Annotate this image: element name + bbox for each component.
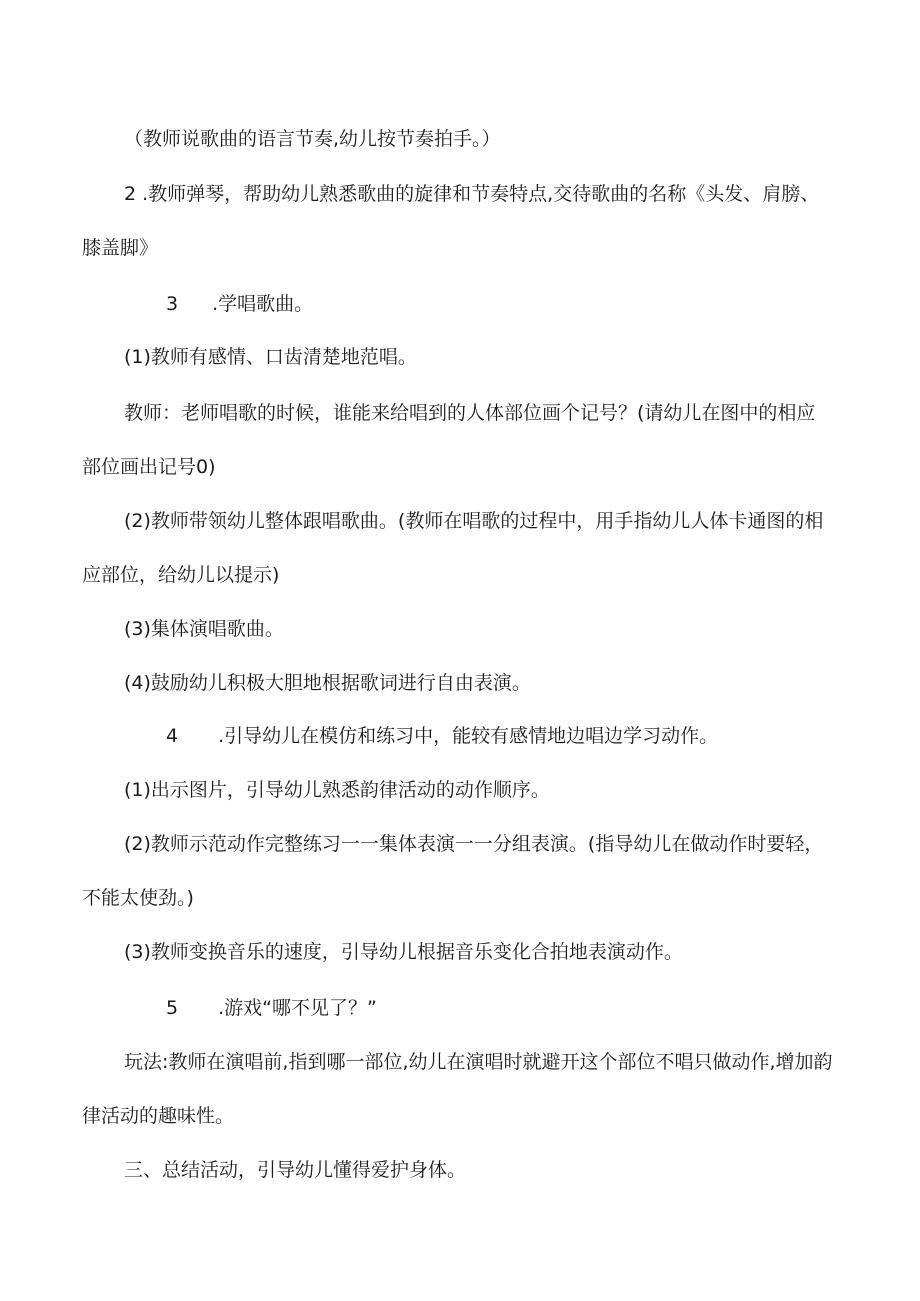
- paragraph-clap-rhythm: （教师说歌曲的语言节奏,幼儿按节奏拍手。）: [124, 128, 501, 150]
- paragraph-sub-2: (2)教师带领幼儿整体跟唱歌曲。(教师在唱歌的过程中，用手指幼儿人体卡通图的相应部位，给幼儿以提示): [82, 510, 824, 586]
- paragraph-game-rules: 玩法:教师在演唱前,指到哪一部位,幼儿在演唱时就避开这个部位不唱只做动作,增加韵律活动的趣味性。: [82, 1051, 833, 1127]
- step-text: .游戏“哪不见了？”: [218, 997, 377, 1019]
- step-number: 3: [166, 293, 179, 315]
- paragraph-step-5: [82, 981, 834, 1035]
- paragraph-teacher-question: 教师：老师唱歌的时候，谁能来给唱到的人体部位画个记号？(请幼儿在图中的相应部位画出记号0): [82, 402, 816, 478]
- paragraph-change-tempo: (3)教师变换音乐的速度，引导幼儿根据音乐变化合拍地表演动作。: [124, 941, 683, 963]
- step-number: 4: [166, 725, 179, 747]
- paragraph-sub-1: (1)教师有感情、口齿清楚地范唱。: [124, 346, 417, 368]
- step-text: .学唱歌曲。: [212, 293, 314, 315]
- paragraph-summary: 三、总结活动，引导幼儿懂得爱护身体。: [124, 1159, 467, 1181]
- paragraph-sub-4: (4)鼓励幼儿积极大胆地根据歌词进行自由表演。: [124, 672, 531, 694]
- paragraph-demonstrate: (2)教师示范动作完整练习一一集体表演一一分组表演。(指导幼儿在做动作时要轻，不能太使劲。): [82, 833, 824, 909]
- step-number: 5: [166, 997, 179, 1019]
- paragraph-show-pictures: (1)出示图片，引导幼儿熟悉韵律活动的动作顺序。: [124, 779, 550, 801]
- paragraph-step-4: [82, 709, 834, 763]
- step-text: .引导幼儿在模仿和练习中，能较有感情地边唱边学习动作。: [218, 725, 719, 747]
- paragraph-sub-3: (3)集体演唱歌曲。: [124, 618, 284, 640]
- paragraph-step-3: [82, 277, 834, 331]
- paragraph-step-2: 2 .教师弹琴，帮助幼儿熟悉歌曲的旋律和节奏特点,交待歌曲的名称《头发、肩膀、膝盖脚》: [82, 183, 820, 259]
